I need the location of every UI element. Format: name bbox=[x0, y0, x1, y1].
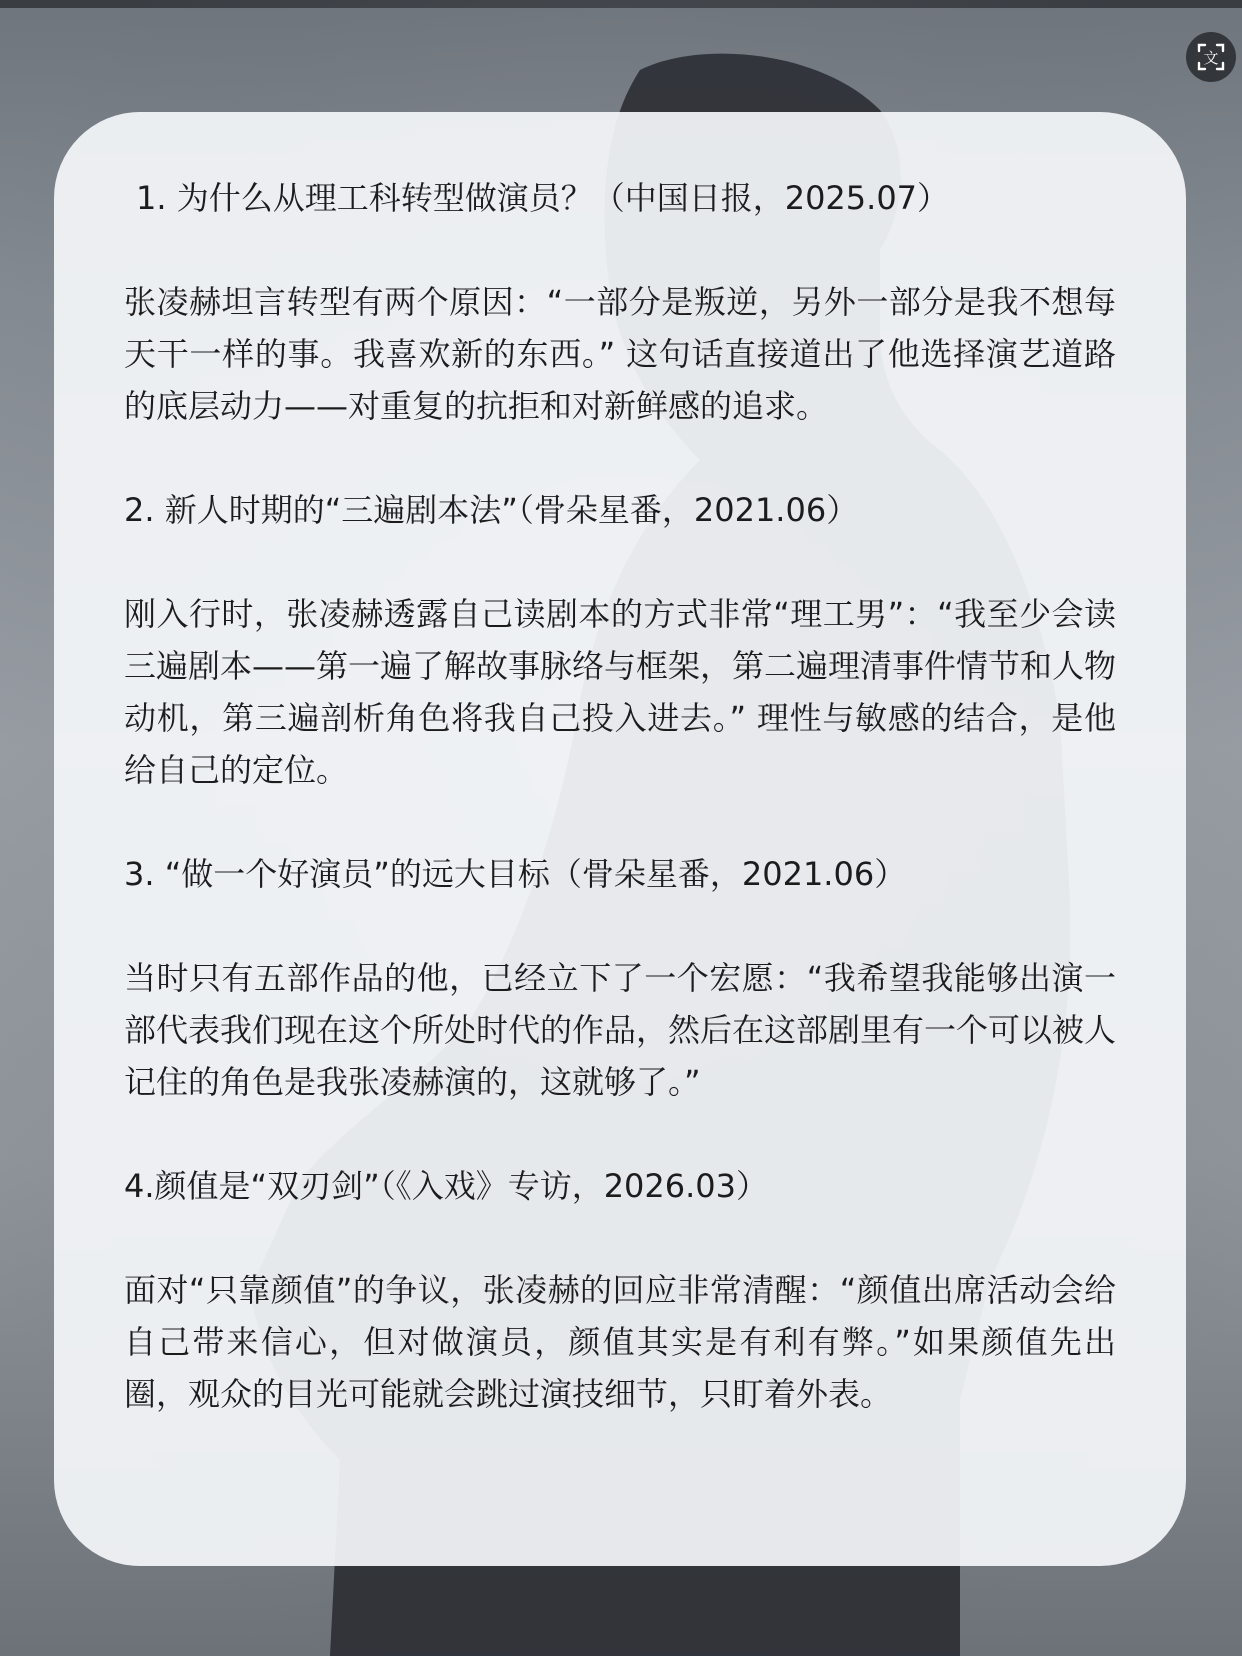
section-4-body: 面对“只靠颜值”的争议，张凌赫的回应非常清醒：“颜值出席活动会给自己带来信心，但对做演员，颜值其实是有利有弊。”如果颜值先出圈，观众的目光可能就会跳过演技细节，只盯着外表。 bbox=[124, 1271, 1116, 1413]
article-content bbox=[124, 172, 1116, 1420]
section-4-heading: 4.颜值是“双刃剑”（《入戏》专访，2026.03） bbox=[124, 1167, 769, 1205]
section-1-heading: 1. 为什么从理工科转型做演员？（中国日报，2025.07） bbox=[136, 179, 950, 217]
translate-icon bbox=[1195, 41, 1227, 73]
section-3-body: 当时只有五部作品的他，已经立下了一个宏愿：“我希望我能够出演一部代表我们现在这个所处时代的作品，然后在这部剧里有一个可以被人记住的角色是我张凌赫演的，这就够了。” bbox=[124, 959, 1117, 1101]
svg-text:文: 文 bbox=[1203, 49, 1219, 67]
section-3-heading: 3. “做一个好演员”的远大目标（骨朵星番，2021.06） bbox=[124, 855, 907, 893]
section-2-body: 刚入行时，张凌赫透露自己读剧本的方式非常“理工男”：“我至少会读三遍剧本——第一遍了解故事脉络与框架，第二遍理清事件情节和人物动机，第三遍剖析角色将我自己投入进去。” 理性与敏感的结合，是他给自己的定位。 bbox=[124, 595, 1117, 789]
translate-button[interactable] bbox=[1186, 32, 1236, 82]
section-1-body: 张凌赫坦言转型有两个原因：“一部分是叛逆，另外一部分是我不想每天干一样的事。我喜欢新的东西。” 这句话直接道出了他选择演艺道路的底层动力——对重复的抗拒和对新鲜感的追求。 bbox=[124, 283, 1116, 425]
article-card bbox=[54, 112, 1186, 1566]
section-2-heading: 2. 新人时期的“三遍剧本法”（骨朵星番，2021.06） bbox=[124, 491, 859, 529]
